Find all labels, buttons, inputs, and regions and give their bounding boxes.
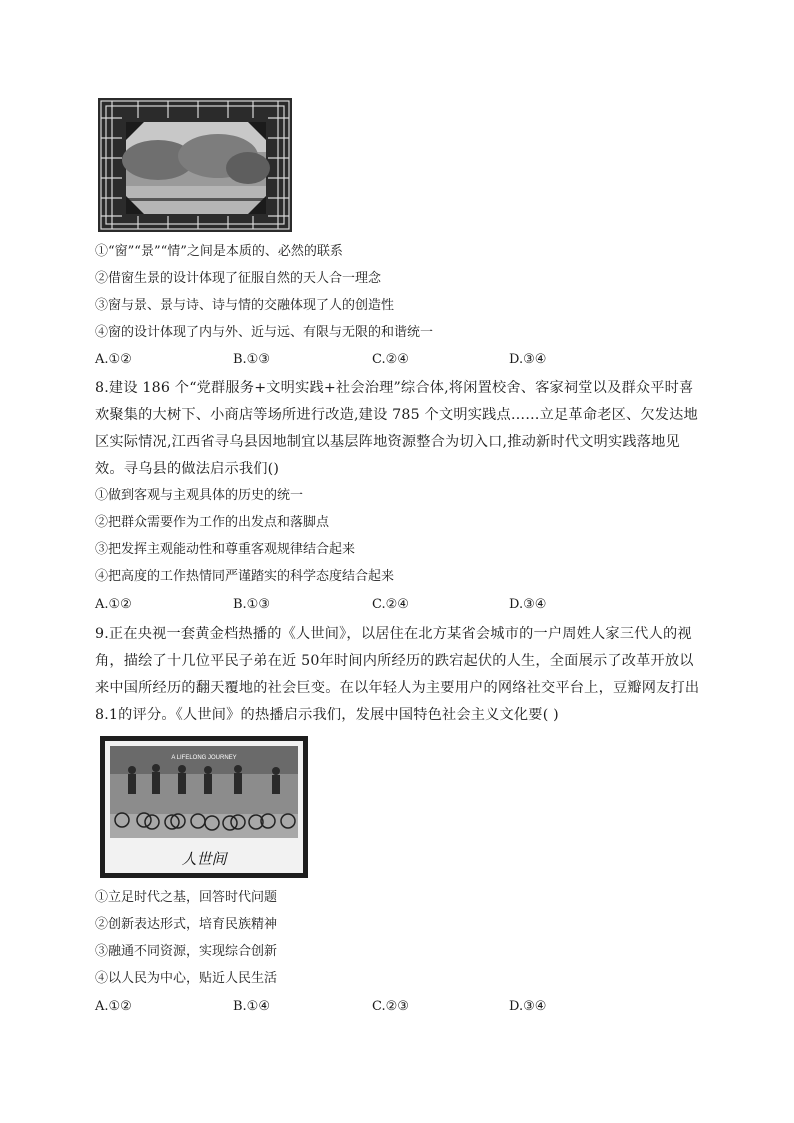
q7-option-b: B.①③ — [233, 352, 270, 367]
poster-illustration — [100, 736, 308, 878]
q8-stem: 8.建设 186 个“党群服务+文明实践+社会治理”综合体,将闲置校舍、客家祠堂以及群众平时喜欢聚集的大树下、小商店等场所进行改造,建设 785 个文明实践点……立足革命老区、欠发达地区实际情况,江西省寻乌县因地制宜以基层阵地资源整合为切入口,推动新时代文明实践落地见效。寻乌县的做法启示我们() — [95, 380, 698, 477]
q8-item-2: ②把群众需要作为工作的出发点和落脚点 — [95, 515, 330, 530]
garden-window-photo — [98, 98, 292, 232]
q9-option-c: C.②③ — [372, 999, 409, 1014]
q9-item-2: ②创新表达形式，培育民族精神 — [95, 917, 278, 932]
q7-item-3: ③窗与景、景与诗、诗与情的交融体现了人的创造性 — [95, 298, 395, 313]
q9-item-3: ③融通不同资源，实现综合创新 — [95, 944, 278, 959]
q8-item-1: ①做到客观与主观具体的历史的统一 — [95, 488, 304, 503]
q9-item-4: ④以人民为中心，贴近人民生活 — [95, 971, 278, 986]
q8-option-a: A.①② — [95, 597, 132, 612]
q8-item-3: ③把发挥主观能动性和尊重客观规律结合起来 — [95, 542, 356, 557]
poster-title: 人世间 — [181, 850, 227, 868]
q7-item-4: ④窗的设计体现了内与外、近与远、有限与无限的和谐统一 — [95, 325, 434, 340]
q7-option-d: D.③④ — [509, 352, 547, 367]
q8-item-4: ④把高度的工作热情同严谨踏实的科学态度结合起来 — [95, 569, 395, 584]
drama-poster — [100, 736, 308, 878]
q9-stem: 9.正在央视一套黄金档热播的《人世间》，以居住在北方某省会城市的一户周姓人家三代人的视角，描绘了十几位平民子弟在近 50年时间内所经历的跌宕起伏的人生，全面展示了改革开放以来中国所经历的翻天覆地的社会巨变。在以年轻人为主要用户的网络社交平台上，豆瓣网友打出 8.1的评分。《人世间》的热播启示我们，发展中国特色社会主义文化要( ) — [95, 626, 700, 723]
garden-window-illustration — [98, 98, 292, 232]
q7-option-c: C.②④ — [372, 352, 409, 367]
q9-option-d: D.③④ — [509, 999, 547, 1014]
q8-option-c: C.②④ — [372, 597, 409, 612]
q7-item-2: ②借窗生景的设计体现了征服自然的天人合一理念 — [95, 271, 382, 286]
q9-option-b: B.①④ — [233, 999, 270, 1014]
q8-option-b: B.①③ — [233, 597, 270, 612]
q7-item-1: ①“窗”“景”“情”之间是本质的、必然的联系 — [95, 244, 343, 259]
q7-option-a: A.①② — [95, 352, 132, 367]
q9-item-1: ①立足时代之基，回答时代问题 — [95, 890, 278, 905]
poster-banner: A LIFELONG JOURNEY — [171, 755, 237, 761]
q9-option-a: A.①② — [95, 999, 132, 1014]
q8-option-d: D.③④ — [509, 597, 547, 612]
